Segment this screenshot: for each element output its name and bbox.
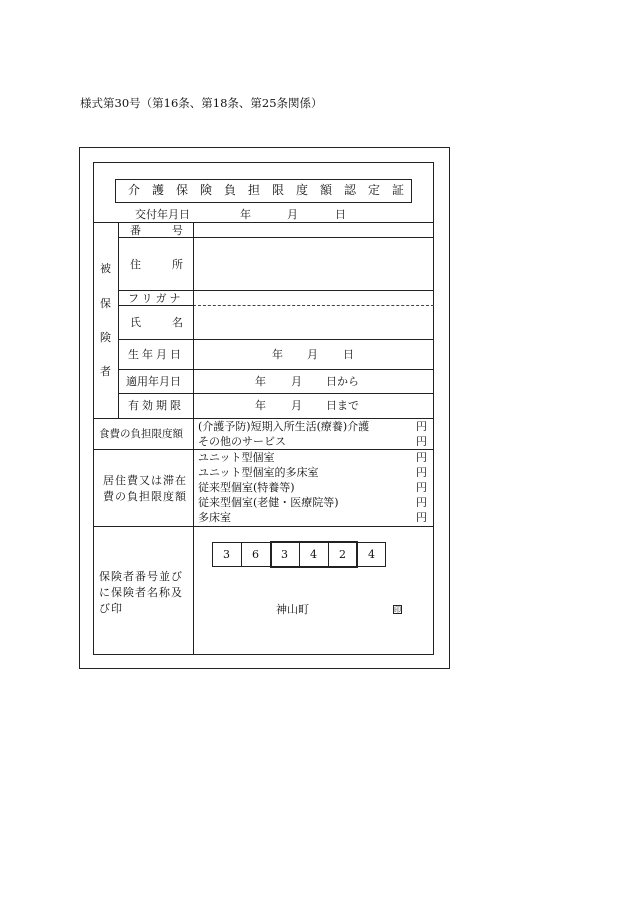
form-header: 様式第30号（第16条、第18条、第25条関係） [80,96,323,110]
address-label-a: 住 [130,258,141,271]
title-char: 担 [248,183,261,197]
furigana-dashed-line [193,305,434,306]
grid-line [118,305,193,306]
expiry-month: 月 [291,399,302,412]
issue-date-year: 年 [240,208,251,221]
title-char: 定 [368,183,381,197]
insurer-digit: 3 [223,548,230,561]
furigana-label: フリガナ [128,292,184,305]
residence-item-yen: 円 [416,481,427,494]
insurer-digit: 3 [281,548,288,561]
insured-char: 被 [100,262,111,275]
number-label-a: 番 [130,224,141,237]
expiry-year: 年 [255,399,266,412]
grid-line [118,393,434,394]
food-label: 食費の負担限度額 [99,428,183,440]
title-char: 度 [296,183,309,197]
grid-line [118,339,434,340]
grid-line [118,290,434,291]
name-label-b: 名 [172,316,183,329]
food-item-text: その他のサービス [198,435,286,448]
insurer-label-line: に保険者名称及 [99,586,183,599]
apply-date-year: 年 [255,375,266,388]
title-char: 保 [176,183,189,197]
title-char: 護 [152,183,165,197]
insured-char: 保 [100,297,111,310]
food-item-yen: 円 [416,435,427,448]
food-item-text: (介護予防)短期入所生活(療養)介護 [198,420,370,433]
residence-item-text: ユニット型個室 [198,451,275,464]
name-label-a: 氏 [130,316,141,329]
residence-item-text: ユニット型個室的多床室 [198,466,319,479]
grid-line [118,222,119,418]
food-item-yen: 円 [416,420,427,433]
seal-stamp: 印 [394,606,401,614]
title-char: 介 [128,183,141,197]
issue-date-day: 日 [335,208,346,221]
title-char: 限 [272,183,285,197]
grid-line [118,237,434,238]
birthdate-month: 月 [307,348,318,361]
residence-item-yen: 円 [416,466,427,479]
insured-char: 者 [100,365,111,378]
apply-date-month: 月 [291,375,302,388]
apply-date-day: 日から [326,375,359,388]
residence-item-text: 従来型個室(老健・医療院等) [198,496,339,509]
residence-item-yen: 円 [416,451,427,464]
residence-item-yen: 円 [416,496,427,509]
title-char: 認 [344,183,357,197]
title-char: 負 [224,183,237,197]
insurer-label-line: 保険者番号並び [99,570,183,583]
grid-line [93,418,434,419]
issue-date-month: 月 [287,208,298,221]
apply-date-label: 適用年月日 [126,375,181,388]
title-char: 険 [200,183,213,197]
birthdate-year: 年 [272,348,283,361]
grid-line [93,449,434,450]
insurer-digit: 6 [252,548,259,561]
expiry-day: 日まで [326,399,359,412]
insured-char: 険 [100,331,111,344]
insurer-digit: 2 [339,548,346,561]
insurer-digit: 4 [310,548,317,561]
issue-date-label: 交付年月日 [135,208,190,221]
insurer-name: 神山町 [276,603,309,616]
birthdate-day: 日 [343,348,354,361]
residence-label-line: 費の負担限度額 [103,490,187,503]
address-label-b: 所 [172,258,183,271]
number-label-b: 号 [172,224,183,237]
expiry-label: 有効期限 [128,399,184,412]
residence-item-text: 従来型個室(特養等) [198,481,295,494]
grid-line [118,369,434,370]
grid-line [193,222,194,655]
grid-line [93,222,434,223]
title-char: 額 [320,183,333,197]
grid-line [93,526,434,527]
residence-item-yen: 円 [416,511,427,524]
residence-item-text: 多床室 [198,511,231,524]
insurer-label-line: び印 [99,602,123,615]
residence-label-line: 居住費又は滞在 [103,474,187,487]
insurer-digit: 4 [368,548,375,561]
birthdate-label: 生年月日 [128,348,184,361]
title-char: 証 [392,183,405,197]
